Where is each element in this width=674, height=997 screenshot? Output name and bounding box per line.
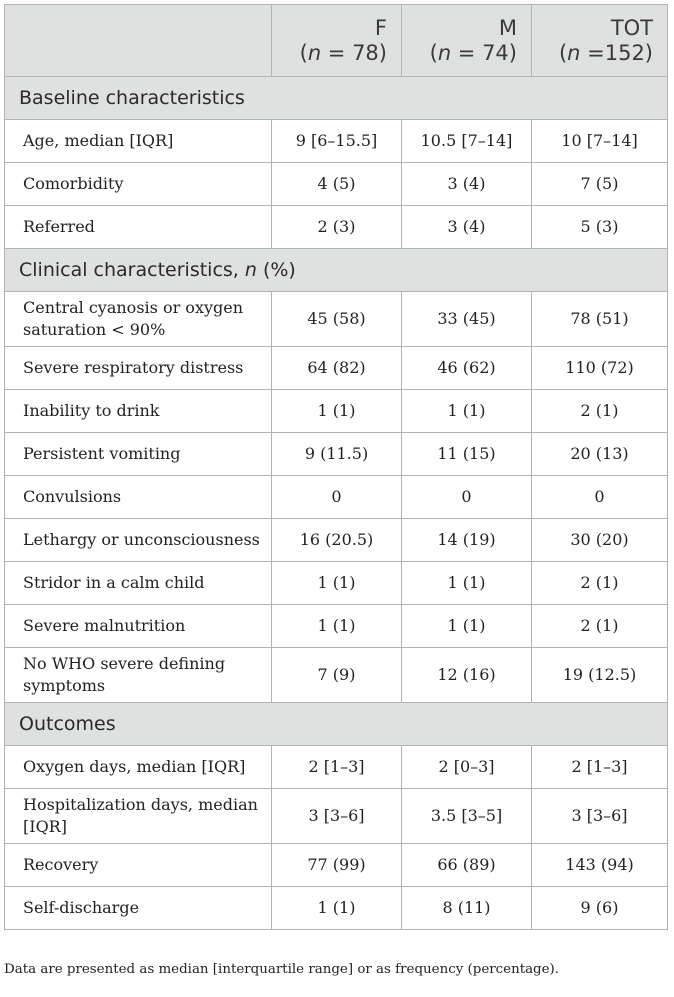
table-row: [5, 648, 668, 703]
header-count: (n = 78): [299, 40, 387, 65]
table-row: [5, 789, 668, 844]
row-label: No WHO severe defining symptoms: [5, 648, 272, 703]
cell-m: 3 (4): [402, 163, 532, 206]
row-label: Severe respiratory distress: [5, 347, 272, 390]
section-row-outcomes: [5, 703, 668, 746]
table-row: [5, 292, 668, 347]
row-label: Recovery: [5, 844, 272, 887]
row-label: Self-discharge: [5, 887, 272, 930]
cell-f: 2 (3): [272, 206, 402, 249]
table-row: [5, 390, 668, 433]
header-label: M: [498, 15, 517, 40]
table-row: [5, 887, 668, 930]
cell-m: 2 [0–3]: [402, 746, 532, 789]
cell-f: 9 (11.5): [272, 433, 402, 476]
cell-tot: 10 [7–14]: [532, 120, 668, 163]
header-empty-cell: [5, 5, 272, 77]
table-row: [5, 433, 668, 476]
cell-tot: 110 (72): [532, 347, 668, 390]
cell-tot: 9 (6): [532, 887, 668, 930]
row-label: Lethargy or unconsciousness: [5, 519, 272, 562]
row-label: Oxygen days, median [IQR]: [5, 746, 272, 789]
row-label: Age, median [IQR]: [5, 120, 272, 163]
cell-m: 1 (1): [402, 562, 532, 605]
cell-f: 1 (1): [272, 562, 402, 605]
cell-m: 10.5 [7–14]: [402, 120, 532, 163]
cell-f: 1 (1): [272, 390, 402, 433]
cell-m: 33 (45): [402, 292, 532, 347]
cell-f: 64 (82): [272, 347, 402, 390]
row-label: Hospitalization days, median [IQR]: [5, 789, 272, 844]
cell-m: 11 (15): [402, 433, 532, 476]
cell-tot: 2 (1): [532, 562, 668, 605]
header-m: [402, 5, 532, 77]
cell-m: 14 (19): [402, 519, 532, 562]
table-row: [5, 206, 668, 249]
section-row-baseline: [5, 77, 668, 120]
cell-tot: 5 (3): [532, 206, 668, 249]
cell-f: 77 (99): [272, 844, 402, 887]
cell-tot: 3 [3–6]: [532, 789, 668, 844]
table-row: [5, 562, 668, 605]
table-footnote: Data are presented as median [interquartile range] or as frequency (percentage).: [4, 962, 560, 977]
cell-m: 3.5 [3–5]: [402, 789, 532, 844]
section-title: Outcomes: [5, 703, 668, 746]
cell-m: 8 (11): [402, 887, 532, 930]
cell-f: 7 (9): [272, 648, 402, 703]
cell-tot: 2 [1–3]: [532, 746, 668, 789]
cell-m: 1 (1): [402, 390, 532, 433]
cell-f: 9 [6–15.5]: [272, 120, 402, 163]
cell-f: 0: [272, 476, 402, 519]
cell-m: 46 (62): [402, 347, 532, 390]
cell-m: 1 (1): [402, 605, 532, 648]
cell-m: 0: [402, 476, 532, 519]
table-row: [5, 519, 668, 562]
row-label: Central cyanosis or oxygen saturation < 90%: [5, 292, 272, 347]
row-label: Persistent vomiting: [5, 433, 272, 476]
row-label: Referred: [5, 206, 272, 249]
cell-f: 16 (20.5): [272, 519, 402, 562]
cell-m: 66 (89): [402, 844, 532, 887]
header-f: [272, 5, 402, 77]
section-row-clinical: [5, 249, 668, 292]
cell-tot: 19 (12.5): [532, 648, 668, 703]
cell-f: 45 (58): [272, 292, 402, 347]
cell-m: 12 (16): [402, 648, 532, 703]
cell-f: 2 [1–3]: [272, 746, 402, 789]
cell-tot: 2 (1): [532, 605, 668, 648]
cell-m: 3 (4): [402, 206, 532, 249]
section-title: Baseline characteristics: [5, 77, 668, 120]
row-label: Inability to drink: [5, 390, 272, 433]
cell-tot: 0: [532, 476, 668, 519]
table-row: [5, 476, 668, 519]
header-count: (n = 74): [429, 40, 517, 65]
table-header-row: [5, 5, 668, 77]
cell-tot: 143 (94): [532, 844, 668, 887]
header-label: TOT: [610, 15, 653, 40]
header-label: F: [374, 15, 387, 40]
table-row: [5, 163, 668, 206]
cell-tot: 20 (13): [532, 433, 668, 476]
cell-tot: 7 (5): [532, 163, 668, 206]
cell-f: 1 (1): [272, 887, 402, 930]
table-row: [5, 605, 668, 648]
table-row: [5, 844, 668, 887]
header-count: (n =152): [558, 40, 653, 65]
cell-tot: 30 (20): [532, 519, 668, 562]
table-row: [5, 746, 668, 789]
cell-f: 1 (1): [272, 605, 402, 648]
cell-tot: 78 (51): [532, 292, 668, 347]
cell-tot: 2 (1): [532, 390, 668, 433]
table-row: [5, 120, 668, 163]
table-row: [5, 347, 668, 390]
header-tot: [532, 5, 668, 77]
row-label: Convulsions: [5, 476, 272, 519]
row-label: Severe malnutrition: [5, 605, 272, 648]
section-title: Clinical characteristics, n (%): [5, 249, 668, 292]
data-table: [4, 4, 668, 930]
row-label: Comorbidity: [5, 163, 272, 206]
row-label: Stridor in a calm child: [5, 562, 272, 605]
cell-f: 3 [3–6]: [272, 789, 402, 844]
cell-f: 4 (5): [272, 163, 402, 206]
